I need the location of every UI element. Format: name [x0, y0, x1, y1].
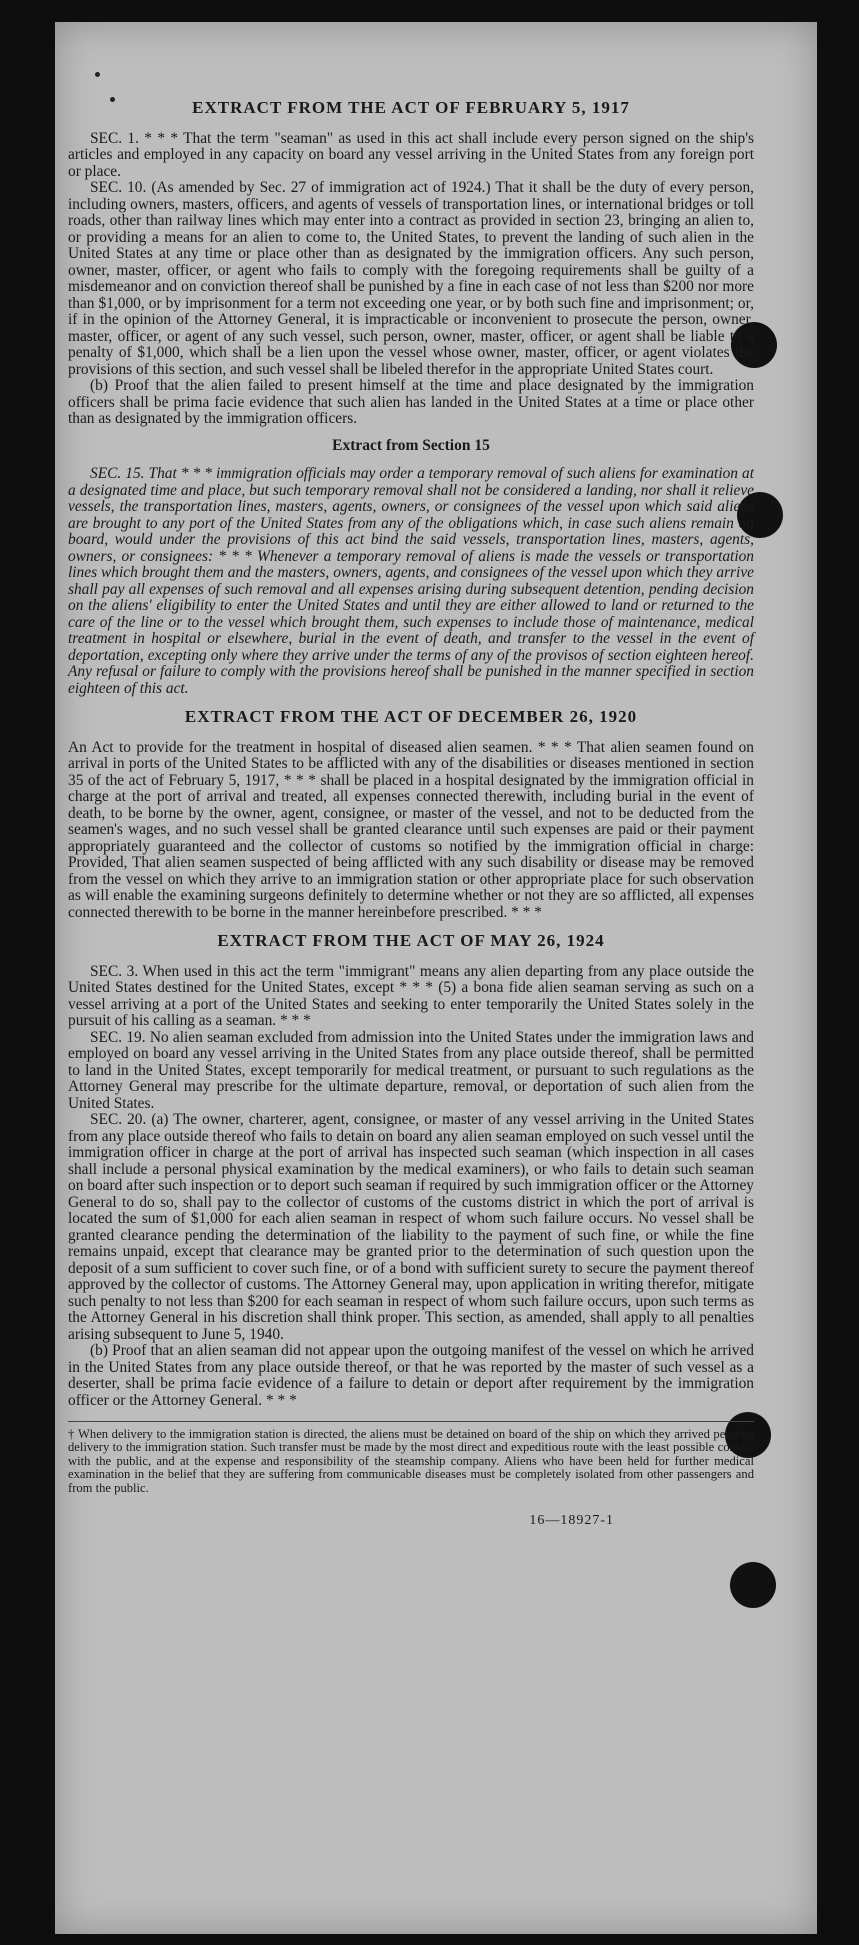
section-15-title: Extract from Section 15	[332, 436, 490, 454]
sec-20a-paragraph: SEC. 20. (a) The owner, charterer, agent, consignee, or master of any vessel arriving in the United States from any place outside thereof who fails to detain on board any alien seaman employed on such vessel until the immigration officer in charge at the port of arrival has inspected such seaman (which inspection in all cases shall include a personal physical examination by the medical examiners), or who fails to detain such seaman on board after such inspection or to deport such seaman if required by such immigration officer or the Attorney General to do so, shall pay to the collector of customs of the customs district in which the port of arrival is located the sum of $1,000 for each alien seaman in respect of whom such failure occurs. No vessel shall be granted clearance pending the determination of the liability to the payment of such fine, or while the fine remains unpaid, except that clearance may be granted prior to the determination of such question upon the deposit of a sum sufficient to cover such fine, or of a bond with sufficient surety to secure the payment thereof approved by the collector of customs. The Attorney General may, upon application in writing therefor, mitigate such penalty to not less than $200 for each seaman in respect of whom such failure occurs, upon such terms as the Attorney General in his discretion shall think proper. This section, as amended, shall apply to all penalties arising subsequent to June 5, 1940.	[68, 1111, 754, 1343]
act-1920-title: EXTRACT FROM THE ACT OF DECEMBER 26, 1920	[184, 707, 638, 726]
sec-10b-paragraph: (b) Proof that the alien failed to present himself at the time and place designated by the immigration officers shall be prima facie evidence that such alien has landed in the United States at a time or place other than as designated by the immigration officers.	[68, 377, 754, 427]
footnote: † When delivery to the immigration station is directed, the aliens must be detained on board of the ship on which they arrived pending delivery to the immigration station. Such transfer must be made by the most direct and expeditious route with the least possible contact with the public, and at the expense and responsibility of the steamship company. Aliens who have been held for further medical examination in the belief that they are suffering from communicable diseases must be completely isolated from other passengers and from the public.	[68, 1421, 754, 1495]
page-number: 16—18927-1	[529, 1513, 614, 1529]
sec-20b-paragraph: (b) Proof that an alien seaman did not appear upon the outgoing manifest of the vessel on which he arrived in the United States from any place outside thereof, or that he was reported by the master of such vessel as a deserter, shall be prima facie evidence of a failure to detain or deport after requirement by the immigration officer or the Attorney General. * * *	[68, 1342, 754, 1409]
act-1924-title: EXTRACT FROM THE ACT OF MAY 26, 1924	[217, 931, 605, 950]
punch-hole	[730, 1562, 776, 1608]
act-1920-paragraph: An Act to provide for the treatment in hospital of diseased alien seamen. * * * That alien seamen found on arrival in ports of the United States to be afflicted with any of the disabilities or diseases mentioned in section 35 of the act of February 5, 1917, * * * shall be placed in a hospital designated by the immigration official in charge at the port of arrival and treated, all expenses connected therewith, including burial in the event of death, to be borne by the owner, agent, consignee, or master of the vessel, and not to be deducted from the seamen's wages, and no such vessel shall be granted clearance until such expenses are paid or their payment appropriately guaranteed and the collector of customs so notified by the immigration official in charge: Provided, That alien seamen suspected of being afflicted with any such disability or disease may be removed from the vessel on which they arrive to an immigration station or other appropriate place for such observation as will enable the examining surgeons definitely to determine whether or not they are so afflicted, all expenses connected therewith to be borne in the manner hereinbefore prescribed. * * *	[68, 738, 754, 921]
sec-19-paragraph: SEC. 19. No alien seaman excluded from admission into the United States under the immigration laws and employed on board any vessel arriving in the United States from any place outside thereof, shall be permitted to land in the United States, except temporarily for medical treatment, or pursuant to such regulations as the Attorney General may prescribe for the ultimate departure, removal, or deportation of such alien from the United States.	[68, 1028, 754, 1112]
ink-speck	[95, 72, 100, 77]
sec-1-paragraph: SEC. 1. * * * That the term "seaman" as used in this act shall include every person signed on the ship's articles and employed in any capacity on board any vessel arriving in the United States from any foreign port or place.	[68, 129, 754, 180]
sec-15-paragraph: SEC. 15. That * * * immigration officials may order a temporary removal of such aliens for examination at a designated time and place, but such temporary removal shall not be considered a landing, nor shall it relieve vessels, the transportation lines, masters, agents, owners, or consignees of the vessel upon which said aliens are brought to any port of the United States from any of the obligations which, in case such aliens remain on board, would under the provisions of this act bind the said vessels, transportation lines, masters, agents, owners, or consignees: * * * Whenever a temporary removal of aliens is made the vessels or transportation lines which brought them and the masters, owners, agents, and consignees of the vessel upon which they arrive shall pay all expenses of such removal and all expenses arising during subsequent detention, pending decision on the aliens' eligibility to enter the United States and until they are either allowed to land or returned to the care of the line or to the vessel which brought them, such expenses to include those of maintenance, medical treatment in hospital or elsewhere, burial in the event of death, and transfer to the vessel in the event of deportation, excepting only where they arrive under the terms of any of the provisos of section eighteen hereof. Any refusal or failure to comply with the provisions hereof shall be punished in the manner specified in section eighteen of this act.	[68, 465, 754, 697]
sec-10-paragraph: SEC. 10. (As amended by Sec. 27 of immigration act of 1924.) That it shall be the duty of every person, including owners, masters, officers, and agents of vessels of transportation lines, or international bridges or toll roads, other than railway lines which may enter into a contract as provided in section 23, bringing an alien to, or providing a means for an alien to come to, the United States, to prevent the landing of such alien in the United States at any time or place other than as designated by the immigration officers. Any such person, owner, master, officer, or agent who fails to comply with the foregoing requirements shall be guilty of a misdemeanor and on conviction thereof shall be punished by a fine in each case of not less than $200 nor more than $1,000, or by imprisonment for a term not exceeding one year, or by both such fine and imprisonment; or, if in the opinion of the Attorney General, it is impracticable or inconvenient to prosecute the person, owner, master, officer, or agent of any such vessel, such person, owner, master, officer, or agent shall be liable to a penalty of $1,000, which shall be a lien upon the vessel whose owner, master, officer, or agent violates the provisions of this section, and such vessel shall be libeled therefor in the appropriate United States court.	[68, 179, 754, 378]
sec-3-paragraph: SEC. 3. When used in this act the term "immigrant" means any alien departing from any place outside the United States destined for the United States, except * * * (5) a bona fide alien seaman serving as such on a vessel arriving at a port of the United States and seeking to enter temporarily the United States solely in the pursuit of his calling as a seaman. * * *	[68, 962, 754, 1029]
document-text	[68, 100, 754, 1530]
act-1917-title: EXTRACT FROM THE ACT OF FEBRUARY 5, 1917	[192, 98, 630, 117]
